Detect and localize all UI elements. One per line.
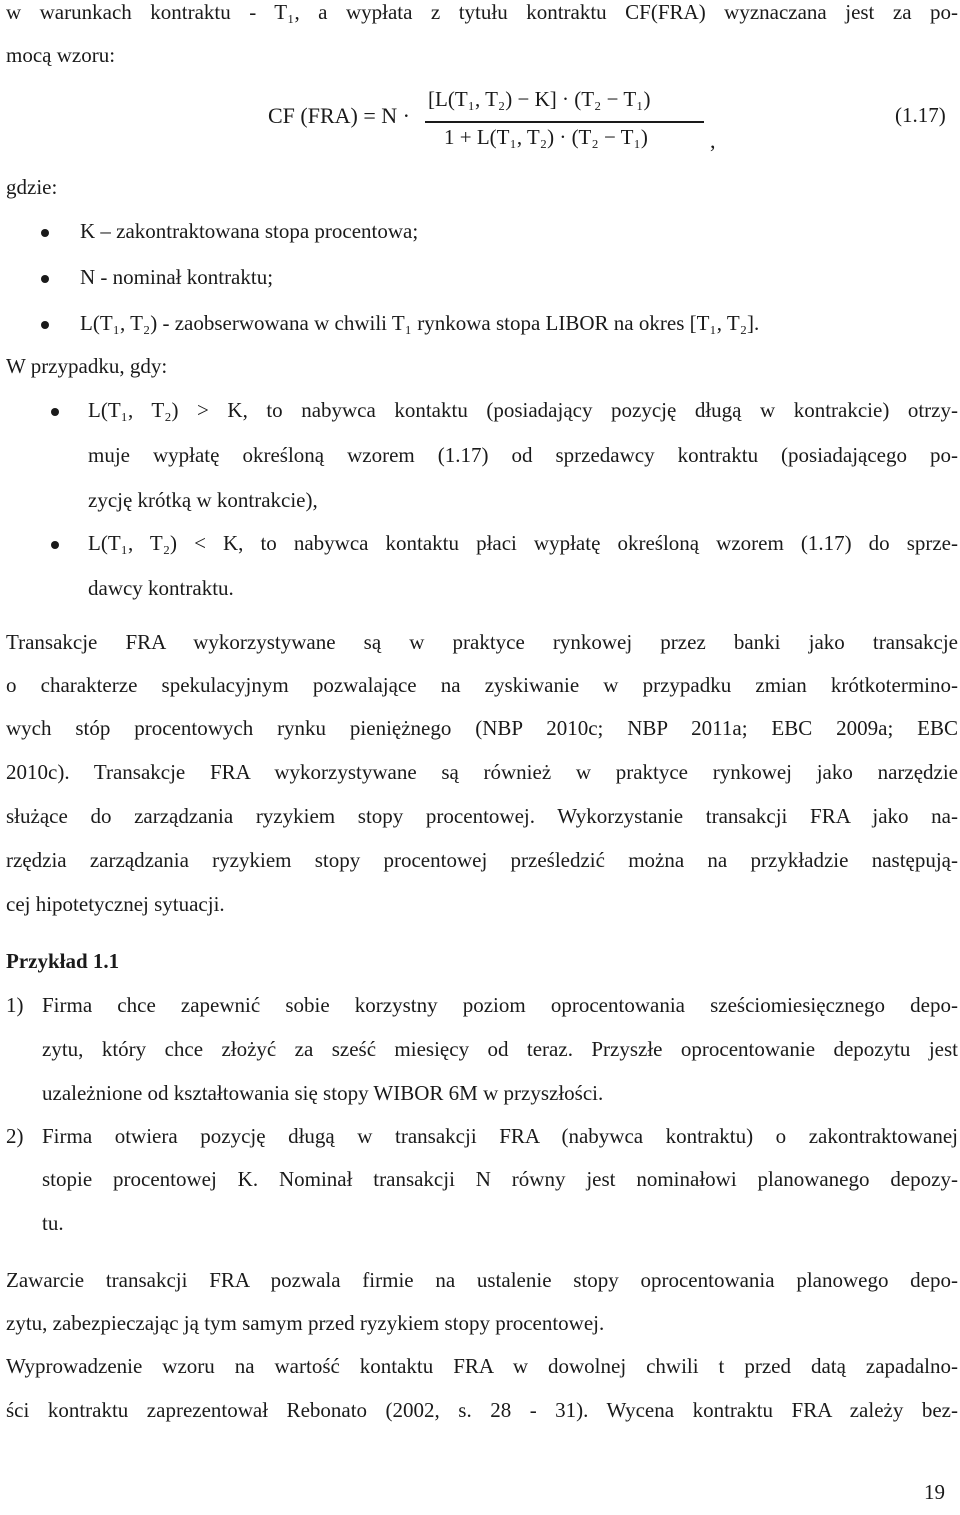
paragraph-3-line: ści kontraktu zaprezentował Rebonato (2002, s. 28 - 31). Wycena kontraktu FRA zależy bez-	[6, 1398, 958, 1422]
example-item-1-line: uzależnione od kształtowania się stopy WIBOR 6M w przyszłości.	[42, 1081, 604, 1105]
paragraph-1-line: o charakterze spekulacyjnym pozwalające na zyskiwanie w przypadku zmian krótkotermino-	[6, 673, 958, 697]
formula-comma: ,	[710, 128, 716, 153]
bullet-icon	[51, 408, 59, 416]
example-heading: Przykład 1.1	[6, 949, 120, 973]
case-2-line-2: dawcy kontraktu.	[88, 576, 234, 600]
example-item-2-line: Firma otwiera pozycję długą w transakcji FRA (nabywca kontraktu) o zakontraktowanej	[42, 1124, 958, 1148]
example-item-number: 2)	[6, 1124, 24, 1148]
paragraph-1-line: Transakcje FRA wykorzystywane są w praktyce rynkowej przez banki jako transakcje	[6, 630, 958, 654]
paragraph-3-line: Wyprowadzenie wzoru na wartość kontaktu FRA w dowolnej chwili t przed datą zapadalno-	[6, 1354, 958, 1378]
example-item-2-line: tu.	[42, 1211, 64, 1235]
definition-item: N - nominał kontraktu;	[80, 265, 274, 289]
paragraph-1-line: rzędzia zarządzania ryzykiem stopy procentowej prześledzić można na przykładzie następują-	[6, 848, 958, 872]
paragraph-1-line: cej hipotetycznej sytuacji.	[6, 892, 225, 916]
formula-number: (1.17)	[895, 103, 946, 127]
example-item-2-line: stopie procentowej K. Nominał transakcji N równy jest nominałowi planowanego depozy-	[42, 1167, 958, 1191]
case-2-line-1: L(T₁, T₂) < K, to nabywca kontaktu płaci wypłatę określoną wzorem (1.17) do sprze-	[88, 531, 958, 555]
example-item-1-line: Firma chce zapewnić sobie korzystny poziom oprocentowania sześciomiesięcznego depo-	[42, 993, 958, 1017]
bullet-icon	[41, 275, 49, 283]
case-1-line-1: L(T₁, T₂) > K, to nabywca kontaktu (posiadający pozycję długą w kontrakcie) otrzy-	[88, 398, 958, 422]
example-item-number: 1)	[6, 993, 24, 1017]
paragraph-2-line: zytu, zabezpieczając ją tym samym przed ryzykiem stopy procentowej.	[6, 1311, 605, 1335]
bullet-icon	[51, 541, 59, 549]
intro-line-1: w warunkach kontraktu - T₁, a wypłata z tytułu kontraktu CF(FRA) wyznaczana jest za po-	[6, 0, 958, 24]
case-label: W przypadku, gdy:	[6, 354, 168, 378]
example-item-1-line: zytu, który chce złożyć za sześć miesięcy od teraz. Przyszłe oprocentowanie depozytu jest	[42, 1037, 958, 1061]
bullet-icon	[41, 229, 49, 237]
formula-1-17	[0, 80, 960, 180]
formula-numerator: [L(T₁, T₂) − K] · (T₂ − T₁)	[428, 87, 651, 111]
paragraph-1-line: 2010c). Transakcje FRA wykorzystywane są również w praktyce rynkowej jako narzędzie	[6, 760, 958, 784]
page-number: 19	[924, 1480, 945, 1504]
definition-item: K – zakontraktowana stopa procentowa;	[80, 219, 419, 243]
formula-denominator: 1 + L(T₁, T₂) · (T₂ − T₁)	[444, 125, 648, 149]
where-label: gdzie:	[6, 175, 58, 199]
paragraph-2-line: Zawarcie transakcji FRA pozwala firmie na ustalenie stopy oprocentowania planowego depo-	[6, 1268, 958, 1292]
paragraph-1-line: służące do zarządzania ryzykiem stopy procentowej. Wykorzystanie transakcji FRA jako na-	[6, 804, 958, 828]
case-1-line-3: zycję krótką w kontrakcie),	[88, 488, 318, 512]
formula-lhs: CF (FRA) = N ·	[268, 103, 410, 128]
intro-line-2: mocą wzoru:	[6, 43, 116, 67]
case-1-line-2: muje wypłatę określoną wzorem (1.17) od sprzedawcy kontraktu (posiadającego po-	[88, 443, 958, 467]
paragraph-1-line: wych stóp procentowych rynku pieniężnego (NBP 2010c; NBP 2011a; EBC 2009a; EBC	[6, 716, 958, 740]
bullet-icon	[41, 321, 49, 329]
definition-item: L(T₁, T₂) - zaobserwowana w chwili T₁ rynkowa stopa LIBOR na okres [T₁, T₂].	[80, 311, 760, 335]
fraction-bar	[425, 121, 704, 123]
